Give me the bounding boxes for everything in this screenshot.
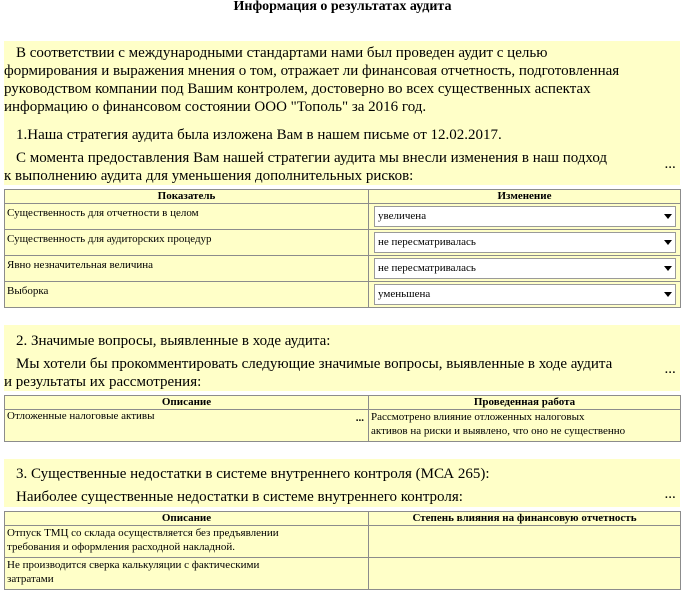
table-row <box>5 410 681 442</box>
change-select-procedure-materiality[interactable] <box>374 232 676 253</box>
chevron-down-icon <box>664 266 672 271</box>
change-select-overall-materiality[interactable] <box>374 206 676 227</box>
column-header-description: Описание <box>5 512 369 526</box>
table-row <box>5 256 681 282</box>
intro-line-2: формирования и выражения мнения о том, отражает ли финансовая отчетность, подготовленная <box>4 63 620 79</box>
table-header-row <box>5 396 681 410</box>
internal-control-table <box>4 511 681 590</box>
select-value: уменьшена <box>378 288 431 300</box>
select-value: увеличена <box>378 210 427 222</box>
deficiency-line-1: Не производится сверка калькуляции с фактическими <box>7 559 260 571</box>
section2-text-line-1: Мы хотели бы прокомментировать следующие значимые вопросы, выявленные в ходе аудита <box>16 356 613 372</box>
column-header-impact: Степень влияния на финансовую отчетность <box>369 512 681 526</box>
indicator-label: Выборка <box>5 282 369 308</box>
section2-more-button[interactable]: ... <box>665 364 677 376</box>
chevron-down-icon <box>664 292 672 297</box>
work-performed-line-1: Рассмотрено влияние отложенных налоговых <box>371 411 585 423</box>
select-value: не пересматривалась <box>378 262 476 274</box>
section1-text-line-1: С момента предоставления Вам нашей стратегии аудита мы внесли изменения в наш подход <box>16 150 608 166</box>
table-row <box>5 526 681 558</box>
column-header-work-performed: Проведенная работа <box>369 396 681 410</box>
intro-line-4: информацию о финансовом состоянии ООО "Тополь" за 2016 год. <box>4 99 427 115</box>
column-header-indicator: Показатель <box>5 190 369 204</box>
change-select-sampling[interactable] <box>374 284 676 305</box>
work-performed-line-2: активов на риски и выявлено, что оно не существенно <box>371 425 626 437</box>
section3-more-button[interactable]: ... <box>665 489 677 501</box>
deficiency-line-1: Отпуск ТМЦ со склада осуществляется без предъявлении <box>7 527 279 539</box>
section3-text-line-1: Наиболее существенные недостатки в системе внутреннего контроля: <box>16 489 463 505</box>
table-row <box>5 204 681 230</box>
section1-text-line-2: к выполнению аудита для уменьшения дополнительных рисков: <box>4 168 414 184</box>
section1-more-button[interactable]: ... <box>665 159 677 171</box>
section2-heading: 2. Значимые вопросы, выявленные в ходе аудита: <box>16 333 331 349</box>
issue-more-button[interactable]: ... <box>355 412 364 424</box>
impact-cell[interactable] <box>369 526 681 558</box>
issue-description-cell <box>5 410 369 442</box>
table-row <box>5 230 681 256</box>
strategy-changes-table <box>4 189 681 308</box>
table-row <box>5 558 681 590</box>
section3-heading: 3. Существенные недостатки в системе внутреннего контроля (МСА 265): <box>16 466 490 482</box>
table-row <box>5 282 681 308</box>
intro-line-1: В соответствии с международными стандартами нами был проведен аудит с целью <box>16 45 548 61</box>
column-header-description: Описание <box>5 396 369 410</box>
chevron-down-icon <box>664 240 672 245</box>
deficiency-description <box>5 526 369 558</box>
column-header-change: Изменение <box>369 190 681 204</box>
indicator-label: Существенность для отчетности в целом <box>5 204 369 230</box>
page-title: Информация о результатах аудита <box>233 0 452 14</box>
impact-cell[interactable] <box>369 558 681 590</box>
table-header-row <box>5 190 681 204</box>
section1-heading: 1.Наша стратегия аудита была изложена Вам в нашем письме от 12.02.2017. <box>16 127 502 143</box>
indicator-label: Явно незначительная величина <box>5 256 369 282</box>
change-select-trivial-threshold[interactable] <box>374 258 676 279</box>
table-header-row <box>5 512 681 526</box>
select-value: не пересматривалась <box>378 236 476 248</box>
work-performed-cell <box>369 410 681 442</box>
indicator-label: Существенность для аудиторских процедур <box>5 230 369 256</box>
deficiency-line-2: требования и оформления расходной накладной. <box>7 541 236 553</box>
issue-description: Отложенные налоговые активы <box>7 410 155 422</box>
deficiency-line-2: затратами <box>7 573 54 585</box>
section2-text-line-2: и результаты их рассмотрения: <box>4 374 202 390</box>
significant-issues-table <box>4 395 681 442</box>
intro-line-3: руководством компании под Вашим контролем, достоверно во всех существенных аспектах <box>4 81 591 97</box>
chevron-down-icon <box>664 214 672 219</box>
deficiency-description <box>5 558 369 590</box>
